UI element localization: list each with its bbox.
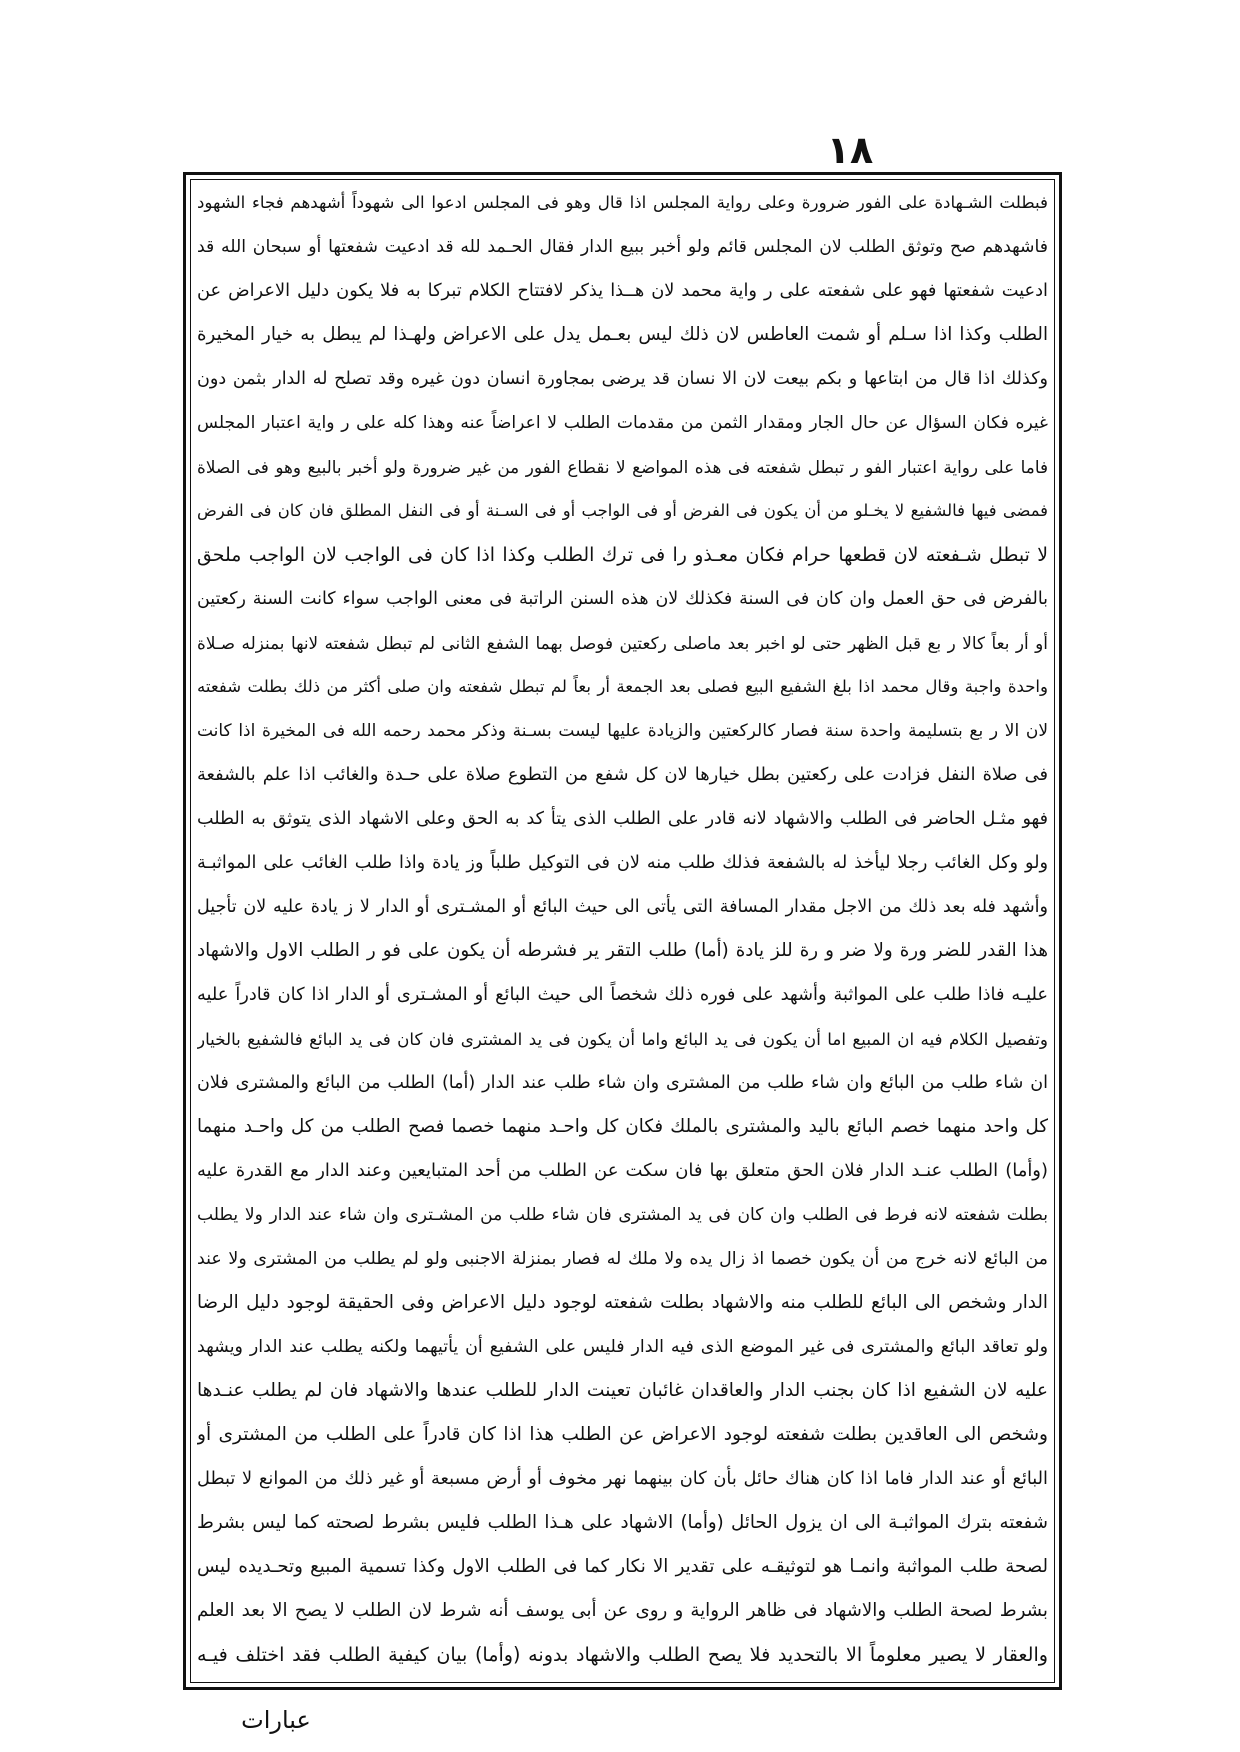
- text-line: ادعيت شفعتها فهو على شفعته على ر واية محمد لان هــذا يذكر لافتتاح الكلام تبركا به فلا يكون دليل الاعراض عن: [197, 280, 1048, 301]
- footer-label: عبارات: [241, 1706, 311, 1734]
- text-frame-inner: [190, 179, 1055, 1683]
- text-line: البائع أو عند الدار فاما اذا كان هناك حائل بأن كان بينهما نهر مخوف أو أرض مسبعة أو غير ذلك من الموانع لا تبطل: [197, 1469, 1048, 1489]
- text-line: أو أر بعاً كالا ر بع قبل الظهر حتى لو اخبر بعد ماصلى ركعتين فوصل بهما الشفع الثانى لم تبطل شفعته لانها بمنزله صـلاة: [197, 633, 1048, 653]
- text-line: من البائع لانه خرج من أن يكون خصما اذ زال يده ولا ملك له فصار بمنزلة الاجنبى ولو لم يطلب من المشترى ولا عند: [197, 1249, 1048, 1269]
- text-line: فاشهدهم صح وتوثق الطلب لان المجلس قائم ولو أخبر ببيع الدار فقال الحـمد لله قد ادعيت شفعتها أو سبحان الله قد: [197, 237, 1048, 257]
- text-line: وشخص الى العاقدين بطلت شفعته لوجود الاعراض عن الطلب هذا اذا كان قادراً على الطلب من المشترى أو: [197, 1424, 1048, 1445]
- text-line: ان شاء طلب من البائع وان شاء طلب من المشترى وان شاء طلب عند الدار (أما) الطلب من البائع والمشترى فلان: [197, 1073, 1048, 1093]
- text-line: والعقار لا يصير معلوماً الا بالتحديد فلا يصح الطلب والاشهاد بدونه (وأما) بيان كيفية الطلب فقد اختلف فيـه: [197, 1643, 1048, 1666]
- text-line: ولو تعاقد البائع والمشترى فى غير الموضع الذى فيه الدار فليس على الشفيع أن يأتيهما ولكنه يطلب عند الدار ويشهد: [197, 1337, 1048, 1357]
- body-text: [197, 181, 1048, 1681]
- text-line: لان الا ر بع بتسليمة واحدة سنة فصار كالركعتين والزيادة عليها ليست بسـنة وذكر محمد رحمه الله فى المخيرة اذا كانت: [197, 721, 1048, 741]
- text-frame-outer: [183, 172, 1062, 1690]
- text-line: فهو مثـل الحاضر فى الطلب والاشهاد لانه قادر على الطلب الذى يتأ كد به الحق وعلى الاشهاد الذى يتوثق به الطلب: [197, 809, 1048, 829]
- text-line: شفعته بترك المواثبـة الى ان يزول الحائل (وأما) الاشهاد على هـذا الطلب فليس بشرط لصحته كما ليس بشرط: [197, 1512, 1048, 1533]
- text-line: واحدة واجبة وقال محمد اذا بلغ الشفيع البيع فصلى بعد الجمعة أر بعاً لم تبطل شفعته وان صلى أكثر من ذلك بطلت شفعته: [197, 677, 1048, 696]
- text-line: الدار وشخص الى البائع للطلب منه والاشهاد بطلت شفعته لوجود دليل الاعراض وفى الحقيقة لوجود دليل الرضا: [197, 1292, 1048, 1313]
- text-line: عليه لان الشفيع اذا كان بجنب الدار والعاقدان غائبان تعينت الدار للطلب عندها والاشهاد فان لم يطلب عنـدها: [197, 1380, 1048, 1401]
- text-line: الطلب وكذا اذا سـلم أو شمت العاطس لان ذلك ليس بعـمل يدل على الاعراض ولهـذا لم يبطل به خيار المخيرة: [197, 324, 1048, 345]
- text-line: فاما على رواية اعتبار الفو ر تبطل شفعته فى هذه المواضع لا نقطاع الفور من غير ضرورة ولو أخبر بالبيع وهو فى الصلاة: [197, 457, 1048, 477]
- text-line: لصحة طلب المواثبة وانمـا هو لتوثيقـه على تقدير الا نكار كما فى الطلب الاول وكذا تسمية المبيع وتحـديده ليس: [197, 1556, 1048, 1577]
- text-line: بطلت شفعته لانه فرط فى الطلب وان كان فى يد المشترى فان شاء طلب من المشـترى وان شاء عند الدار ولا يطلب: [197, 1205, 1048, 1225]
- text-line: كل واحد منهما خصم البائع باليد والمشترى بالملك فكان كل واحـد منهما خصما فصح الطلب من كل واحـد منهما: [197, 1116, 1048, 1137]
- text-line: وتفصيل الكلام فيه ان المبيع اما أن يكون فى يد البائع واما أن يكون فى يد المشترى فان كان فى يد البائع فالشفيع بالخيار: [197, 1029, 1048, 1049]
- page-number: ١٨: [826, 128, 874, 172]
- text-line: (وأما) الطلب عنـد الدار فلان الحق متعلق بها فان سكت عن الطلب من أحد المتبايعين وعند الدار مع القدرة عليه: [197, 1160, 1048, 1181]
- text-line: هذا القدر للضر ورة ولا ضر و رة للز يادة (أما) طلب التقر ير فشرطه أن يكون على فو ر الطلب الاول والاشهاد: [197, 940, 1048, 961]
- text-line: لا تبطل شـفعته لان قطعها حرام فكان معـذو را فى ترك الطلب وكذا اذا كان فى الواجب لان الواجب ملحق: [197, 544, 1048, 566]
- text-line: وأشهد فله بعد ذلك من الاجل مقدار المسافة التى يأتى الى حيث البائع أو المشـترى أو الدار لا ز يادة عليه لان تأجيل: [197, 897, 1048, 917]
- text-line: فى صلاة النفل فزادت على ركعتين بطل خيارها لان كل شفع من التطوع صلاة على حـدة والغائب اذا علم بالشفعة: [197, 764, 1048, 785]
- text-line: فمضى فيها فالشفيع لا يخـلو من أن يكون فى الفرض أو فى الواجب أو فى السـنة أو فى النفل المطلق فان كان فى الفرض: [197, 501, 1048, 520]
- text-line: ولو وكل الغائب رجلا ليأخذ له بالشفعة فذلك طلب منه لان فى التوكيل طلباً وز يادة واذا طلب الغائب على المواثبـة: [197, 853, 1048, 873]
- text-line: وكذلك اذا قال من ابتاعها و بكم بيعت لان الا نسان قد يرضى بمجاورة انسان دون غيره وقد تصلح له الدار بثمن دون: [197, 369, 1048, 389]
- text-line: فبطلت الشـهادة على الفور ضرورة وعلى رواية المجلس اذا قال وهو فى المجلس ادعوا الى شهوداً أشهدهم فجاء الشهود: [197, 193, 1048, 212]
- text-line: غيره فكان السؤال عن حال الجار ومقدار الثمن من مقدمات الطلب لا اعراضاً عنه وهذا كله على ر واية اعتبار المجلس: [197, 413, 1048, 433]
- text-line: بالفرض فى حق العمل وان كان فى السنة فكذلك لان هذه السنن الراتبة فى معنى الواجب سواء كانت السنة ركعتين: [197, 589, 1048, 609]
- text-line: بشرط لصحة الطلب والاشهاد فى ظاهر الرواية و روى عن أبى يوسف أنه شرط لان الطلب لا يصح الا بعد العلم: [197, 1600, 1048, 1621]
- text-line: عليـه فاذا طلب على المواثبة وأشهد على فوره ذلك شخصاً الى حيث البائع أو المشـترى أو الدار اذا كان قادراً عليه: [197, 984, 1048, 1005]
